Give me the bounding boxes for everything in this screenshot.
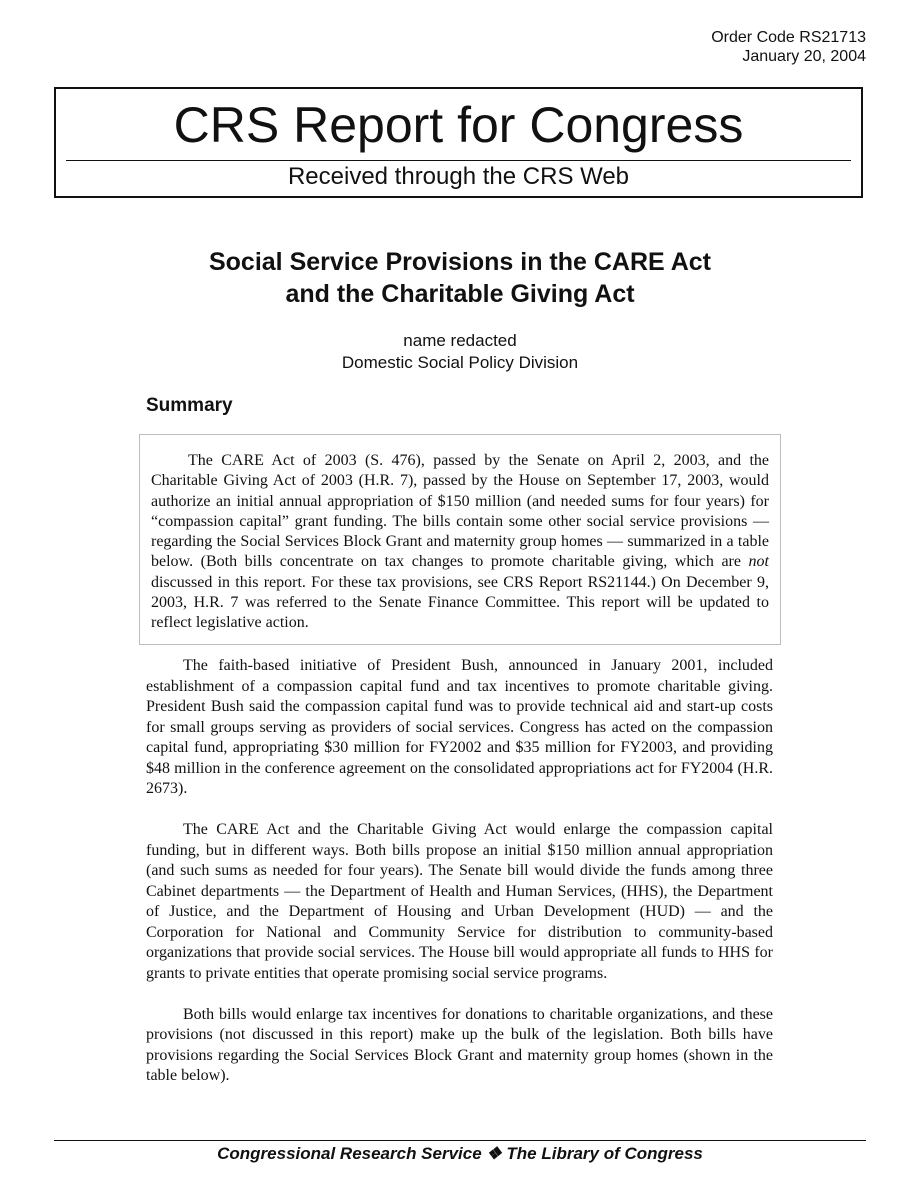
report-banner — [54, 87, 863, 198]
summary-box — [139, 434, 781, 645]
summary-text-part-1: The CARE Act of 2003 (S. 476), passed by the Senate on April 2, 2003, and the Charitable Giving Act of 2003 (H.R. 7), passed by the House on September 17, 2003, would authorize an initial annual appropriation of $150 million (and needed sums for four years) for “compassion capital” grant funding. The bills contain some other social service provisions — regarding the Social Services Block Grant and maternity group homes — summarized in a table below. (Both bills concentrate on tax changes to promote charitable giving, which are — [151, 452, 769, 571]
body-paragraph: The CARE Act and the Charitable Giving Act would enlarge the compassion capital funding, but in different ways. Both bills propose an initial $150 million annual appropriation (and such sums as needed for four years). The Senate bill would divide the funds among three Cabinet departments — the Department of Health and Human Services, (HHS), the Department of Justice, and the Department of Housing and Urban Development (HUD) — and the Corporation for National and Community Service for distribution to community-based organizations that provide social services. The House bill would appropriate all funds to HHS for grants to private entities that operate promising social service programs. — [146, 821, 773, 982]
footer-org: Congressional Research Service — [217, 1144, 482, 1163]
banner-title: CRS Report for Congress — [173, 97, 744, 153]
footer-divider — [54, 1140, 866, 1141]
summary-text-part-2: discussed in this report. For these tax provisions, see CRS Report RS21144.) On December 9, 2003, H.R. 7 was referred to the Senate Finance Committee. This report will be updated to reflect legislative action. — [151, 573, 769, 632]
author-block — [0, 330, 920, 374]
author-division: Domestic Social Policy Division — [341, 353, 579, 372]
report-date: January 20, 2004 — [742, 48, 866, 65]
summary-heading: Summary — [146, 395, 233, 416]
author-name: name redacted — [403, 331, 517, 350]
order-code: Order Code RS21713 — [711, 29, 866, 46]
banner-divider — [66, 160, 851, 161]
body-paragraph: Both bills would enlarge tax incentives for donations to charitable organizations, and these provisions (not discussed in this report) make up the bulk of the legislation. Both bills have provisions regarding the Social Services Block Grant and maternity group homes (shown in the table below). — [146, 1005, 773, 1084]
footer-separator-icon: ❖ — [486, 1144, 502, 1163]
summary-emphasis: not — [748, 553, 769, 571]
page-footer — [0, 1143, 920, 1165]
document-title-line-2: and the Charitable Giving Act — [285, 280, 635, 308]
document-title-line-1: Social Service Provisions in the CARE Act — [208, 248, 711, 276]
banner-subtitle: Received through the CRS Web — [287, 163, 630, 190]
document-title — [110, 246, 810, 310]
summary-paragraph — [151, 451, 769, 634]
order-header — [711, 28, 866, 66]
footer-library: The Library of Congress — [506, 1144, 703, 1163]
body-paragraph: The faith-based initiative of President Bush, announced in January 2001, included establishment of a compassion capital fund and tax incentives to promote charitable giving. President Bush said the compassion capital fund was to provide technical aid and start-up costs for small groups serving as providers of social services. Congress has acted on the compassion capital fund, appropriating $30 million for FY2002 and $35 million for FY2003, and providing $48 million in the conference agreement on the consolidated appropriations act for FY2004 (H.R. 2673). — [146, 657, 773, 797]
report-body — [146, 656, 773, 1107]
